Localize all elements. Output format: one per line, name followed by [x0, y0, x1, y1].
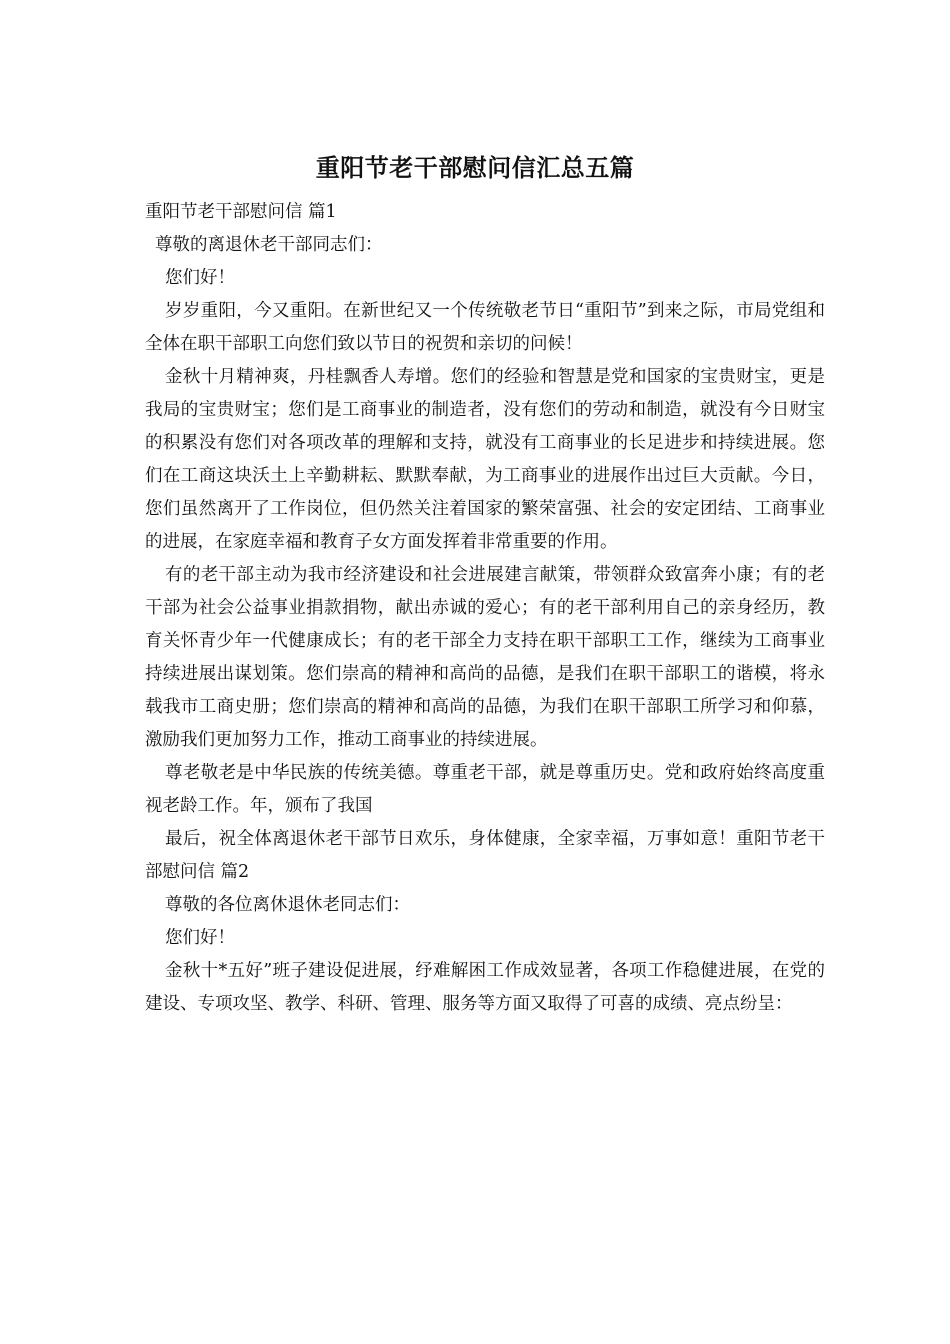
paragraph-3: 有的老干部主动为我市经济建设和社会进展建言献策，带领群众致富奔小康；有的老干部为社会公益事业捐款捐物，献出赤诚的爱心；有的老干部利用自己的亲身经历，教育关怀青少年一代健康成长；有的老干部全力支持在职干部职工工作，继续为工商事业持续进展出谋划策。您们崇高的精神和高尚的品德，是我们在职干部职工的谐模，将永载我市工商史册；您们崇高的精神和高尚的品德，为我们在职干部职工所学习和仰慕，激励我们更加努力工作，推动工商事业的持续进展。: [145, 565, 825, 750]
paragraph-2: 金秋十月精神爽，丹桂飘香人寿增。您们的经验和智慧是党和国家的宝贵财宝，更是我局的宝贵财宝；您们是工商事业的制造者，没有您们的劳动和制造，就没有今日财宝的积累没有您们对各项改革的理解和支持，就没有工商事业的长足进步和持续进展。您们在工商这块沃土上辛勤耕耘、默默奉献，为工商事业的进展作出过巨大贡献。今日，您们虽然离开了工作岗位，但仍然关注着国家的繁荣富强、社会的安定团结、工商事业的进展，在家庭幸福和教育子女方面发挥着非常重要的作用。: [145, 367, 825, 552]
paragraph-1: 岁岁重阳，今又重阳。在新世纪又一个传统敬老节日“重阳节”到来之际，市局党组和全体在职干部职工向您们致以节日的祝贺和亲切的问候！: [145, 301, 825, 354]
greeting-1: 您们好！: [165, 268, 235, 288]
salutation-1: 尊敬的离退休老干部同志们：: [155, 235, 383, 255]
document-body: [145, 196, 825, 1021]
paragraph-6: 金秋十*五好”班子建设促进展，纾难解困工作成效显著，各项工作稳健进展，在党的建设、专项攻坚、教学、科研、管理、服务等方面又取得了可喜的成绩、亮点纷呈：: [145, 961, 825, 1014]
salutation-2: 尊敬的各位离休退休老同志们：: [165, 895, 410, 915]
document-title: 重阳节老干部慰问信汇总五篇: [315, 153, 635, 182]
paragraph-5: 最后，祝全体离退休老干部节日欢乐，身体健康，全家幸福，万事如意！重阳节老干部慰问信 篇2: [145, 829, 825, 882]
greeting-2: 您们好！: [165, 928, 235, 948]
paragraph-4: 尊老敬老是中华民族的传统美德。尊重老干部，就是尊重历史。党和政府始终高度重视老龄工作。年，颁布了我国: [145, 763, 825, 816]
section-heading-1: 重阳节老干部慰问信 篇1: [145, 202, 337, 222]
